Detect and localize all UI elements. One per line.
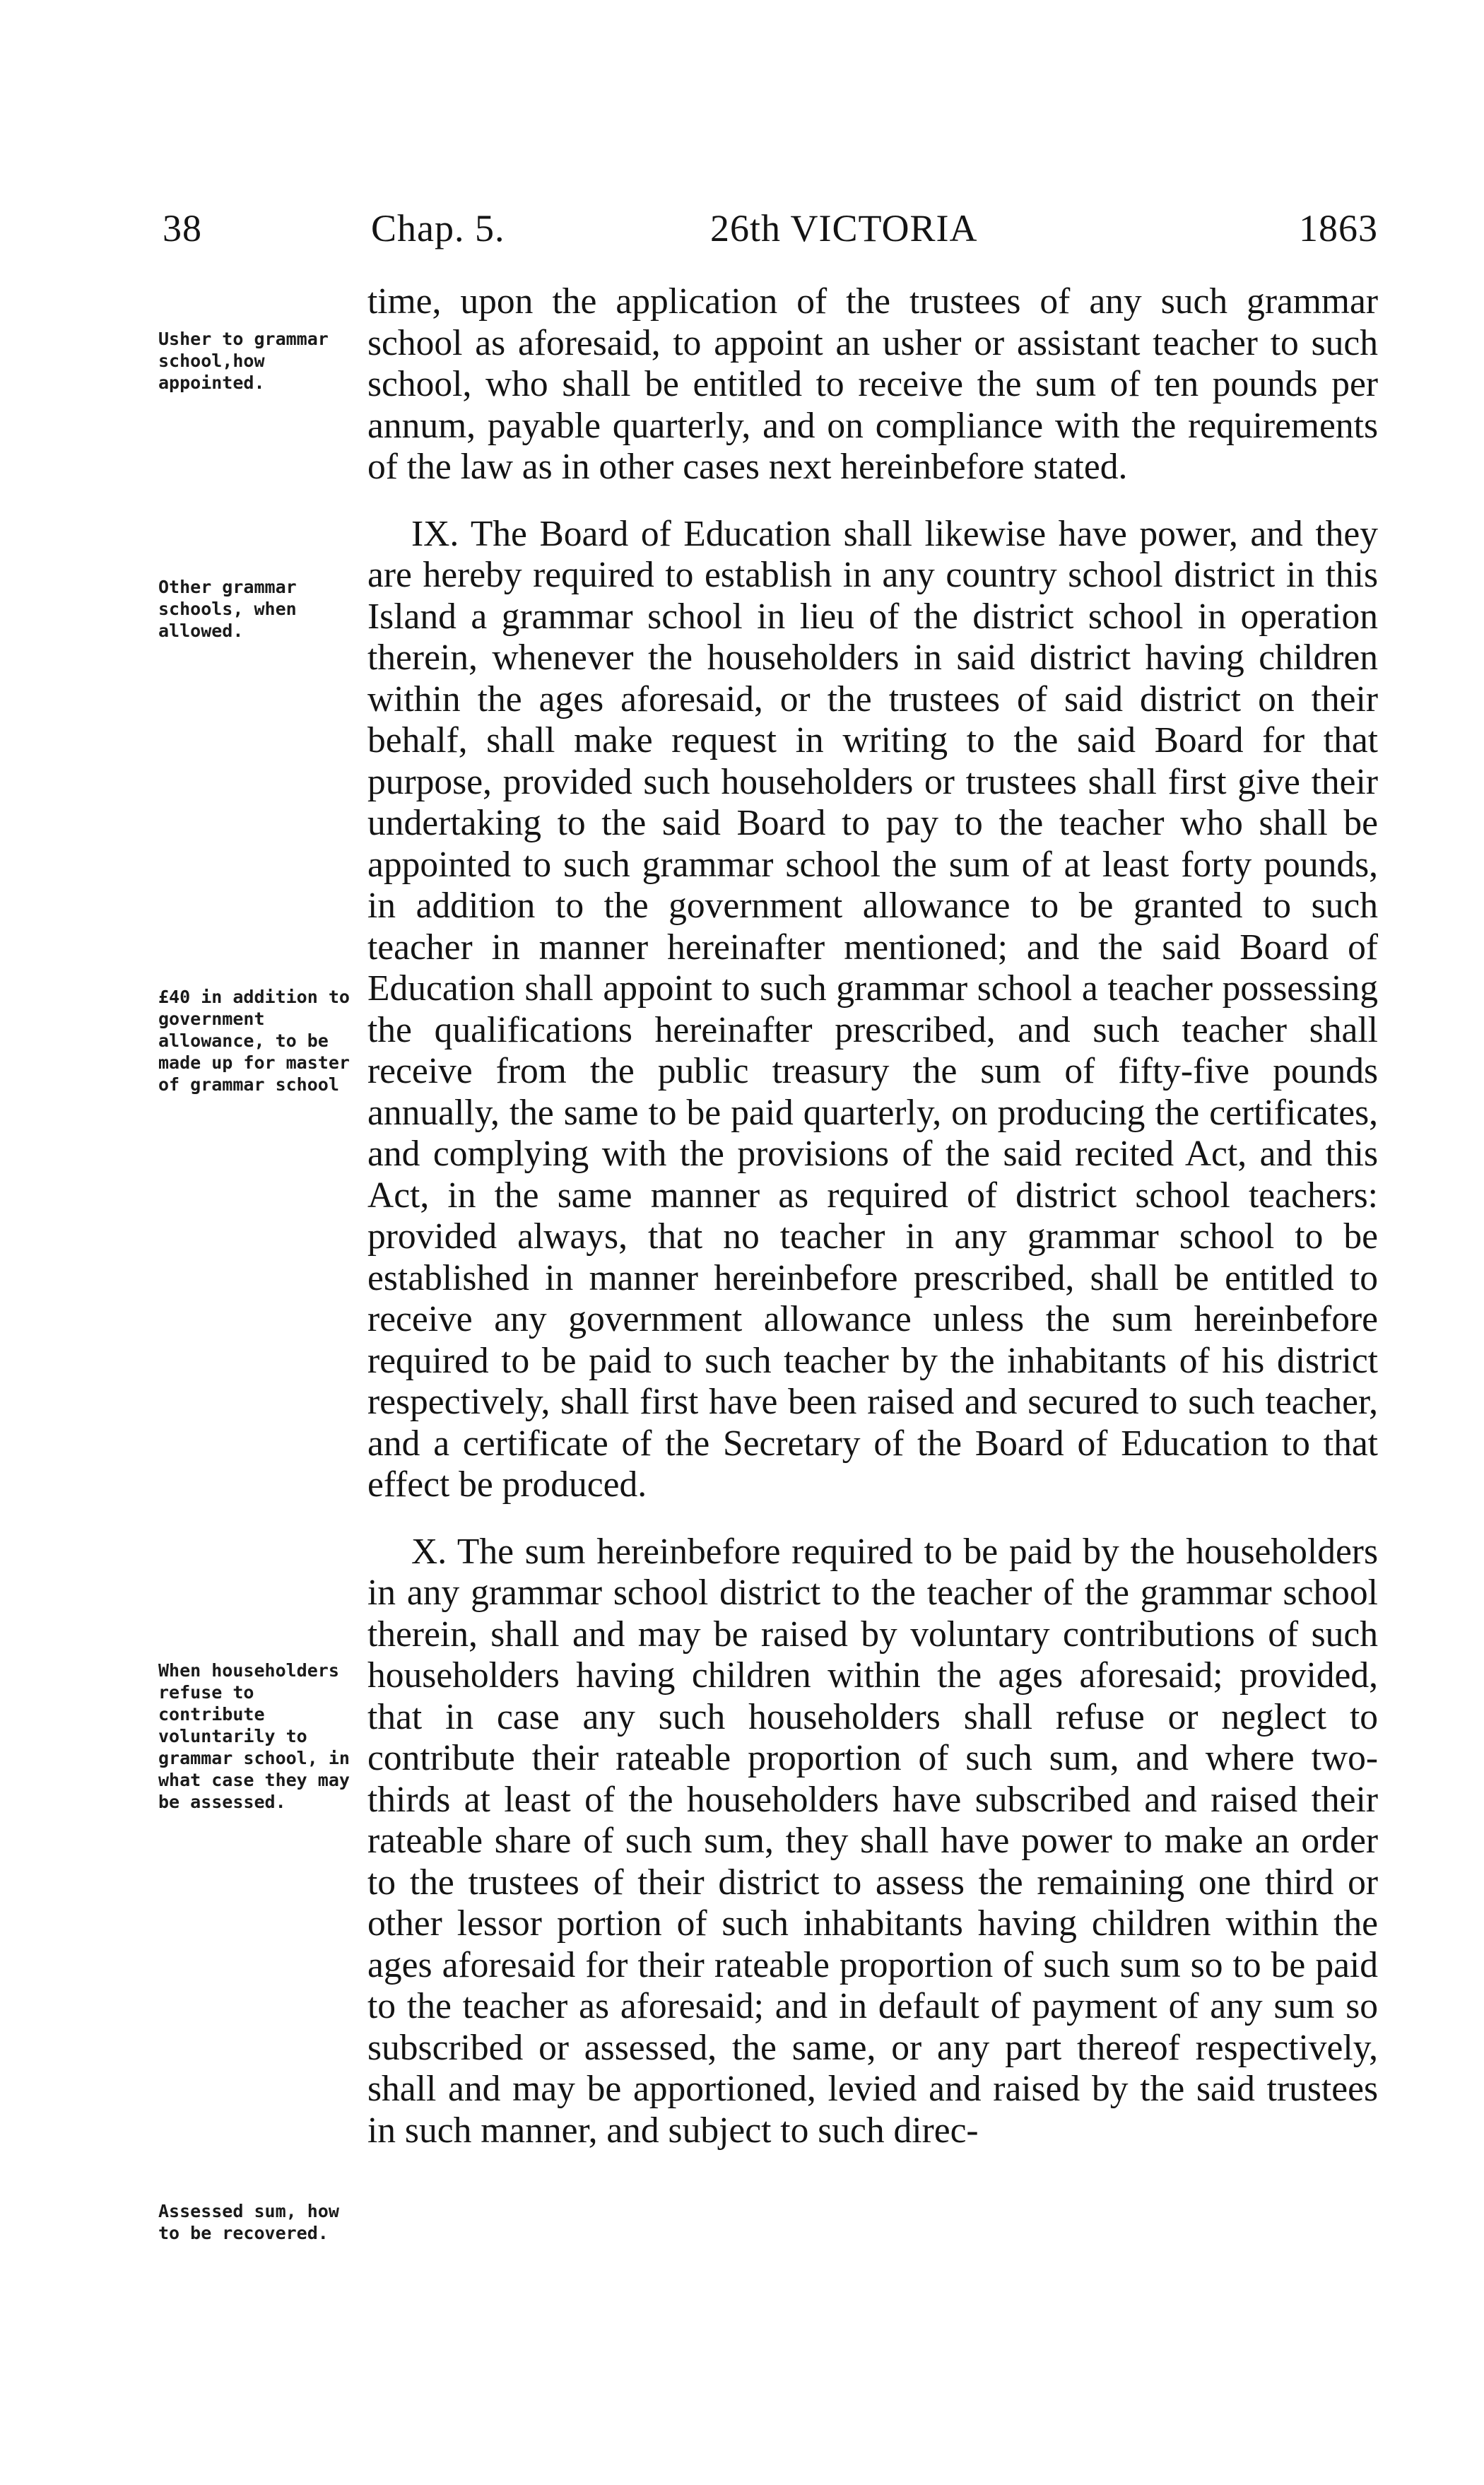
- paragraph-section-x: X. The sum hereinbefore required to be paid by the householders in any grammar school district to the teacher of the grammar school therein, shall and may be raised by voluntary contributions of such householders having children within the ages aforesaid; provided, that in case any such householders shall refuse or neglect to contribute their rateable proportion of such sum, and where two-thirds at least of the householders have subscribed and raised their rateable share of such sum, they shall have power to make an order to the trustees of their district to assess the remaining one third or other lessor portion of such inhabitants having children within the ages aforesaid for their rateable proportion of such sum so to be paid to the teacher as aforesaid; and in default of payment of any sum so subscribed or assessed, the same, or any part thereof respectively, shall and may be apportioned, levied and raised by the said trustees in such manner, and subject to such direc-: [367, 1531, 1378, 2151]
- page-number: 38: [163, 207, 202, 249]
- paragraph-gap: [367, 1506, 1378, 1532]
- paragraph-continuation: time, upon the application of the trustees of any such grammar school as aforesaid, to appoint an usher or assistant teacher to such school, who shall be entitled to receive the sum of ten pounds per annum, payable quarterly, and on compliance with the requirements of the law as in other cases next hereinbefore stated.: [367, 281, 1378, 487]
- margin-note-householders-refuse: When householders refuse to contribute voluntarily to grammar school, in what case they may be assessed.: [158, 1660, 350, 1812]
- paragraph-section-ix: IX. The Board of Education shall likewise have power, and they are hereby required to establish in any country school district in this Island a grammar school in lieu of the district school in operation therein, whenever the householders in said district having children within the ages aforesaid, or the trustees of said district on their behalf, shall make request in writing to the said Board for that purpose, provided such householders or trustees shall first give their undertaking to the said Board to pay to the teacher who shall be appointed to such grammar school the sum of at least forty pounds, in addition to the government allowance to be granted to such teacher in manner hereinafter mentioned; and the said Board of Education shall appoint to such grammar school a teacher possessing the qualifications hereinafter prescribed, and such teacher shall receive from the public treasury the sum of fifty-five pounds annually, the same to be paid quarterly, on producing the certificates, and complying with the provisions of the said recited Act, and this Act, in the same manner as required of district school teachers: provided always, that no teacher in any grammar school to be established in manner hereinbefore prescribed, shall be entitled to receive any government allowance unless the sum hereinbefore required to be paid to such teacher by the inhabitants of his district respectively, shall first have been raised and secured to such teacher, and a certificate of the Secretary of the Board of Education to that effect be produced.: [367, 513, 1378, 1505]
- margin-note-forty-pounds: £40 in addition to government allowance, to be made up for master of grammar school: [158, 987, 350, 1095]
- statute-title: 26th VICTORIA: [710, 207, 978, 249]
- body-text: [367, 281, 1378, 2151]
- paragraph-gap: [367, 488, 1378, 514]
- margin-note-other-grammar-schools: Other grammar schools, when allowed.: [158, 577, 297, 641]
- chapter-label: Chap. 5.: [371, 207, 505, 249]
- margin-note-usher: Usher to grammar school,how appointed.: [158, 329, 329, 393]
- year-label: 1863: [1299, 207, 1378, 249]
- margin-note-assessed-sum: Assessed sum, how to be recovered.: [158, 2201, 339, 2243]
- running-header: [163, 206, 1378, 252]
